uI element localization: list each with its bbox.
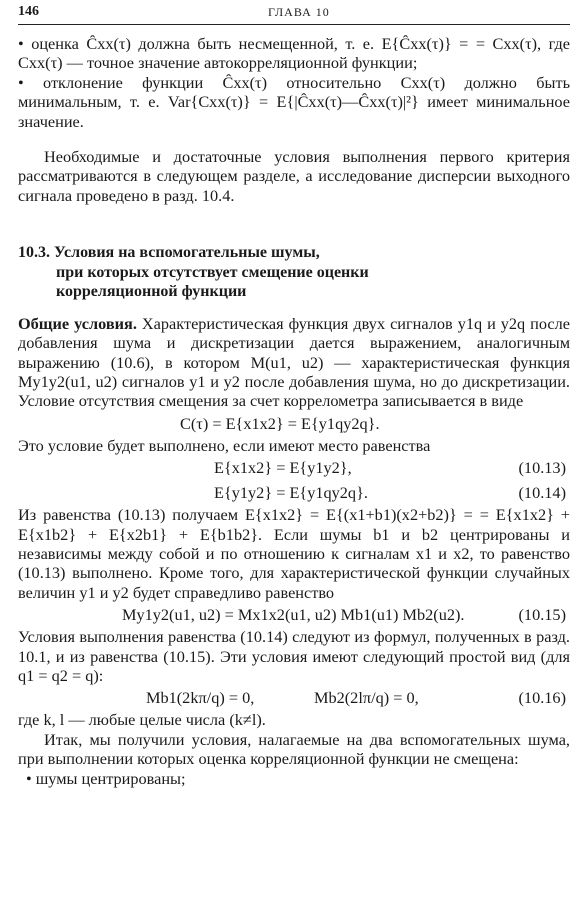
equation-c-tau-formula: C(τ) = E{x1x2} = E{y1qy2q}. <box>180 413 380 433</box>
bullet-unbiased: • оценка Ĉxx(τ) должна быть несмещенной, т. е. E{Ĉxx(τ)} = = Cxx(τ), где Cxx(τ) — точное значение автокорреляционной функции; <box>18 34 570 73</box>
equation-10-14-formula: E{y1y2} = E{y1qy2q}. <box>214 483 368 503</box>
equation-10-15 <box>18 602 570 627</box>
equation-10-13-number: (10.13) <box>518 458 566 478</box>
running-title: ГЛАВА 10 <box>268 5 330 19</box>
equation-10-15-number: (10.15) <box>518 605 566 625</box>
paragraph-condition: Это условие будет выполнено, если имеют место равенства <box>18 435 431 455</box>
paragraph-general-text: Характеристическая функция двух сигналов y1q и y2q после добавления шума и дискретизации дается выражением, аналогичным выражению (10.6), в котором M(u1, u2) — характеристическая функция My1y2(u1, u2) сигналов y1 и y2 после добавления шума, но до дискретизации. Условие отсутствия смещения за счет коррелометра записывается в виде <box>18 313 571 411</box>
section-title-line-1: Условия на вспомогательные шумы, <box>54 244 320 262</box>
equation-10-14 <box>18 480 570 505</box>
bullet-centered-noise: • шумы центрированы; <box>26 768 186 788</box>
paragraph-general-conditions <box>18 314 570 411</box>
equation-10-13-formula: E{x1x2} = E{y1y2}, <box>214 458 352 478</box>
section-title-line-2: при которых отсутствует смещение оценки <box>56 263 369 281</box>
equation-10-13 <box>18 455 570 480</box>
equation-10-16 <box>18 685 570 710</box>
paragraph-conditions-follow: Условия выполнения равенства (10.14) следуют из формул, полученных в разд. 10.1, и из равенства (10.15). Эти условия имеют следующий простой вид (для q1 = q2 = q): <box>18 627 570 686</box>
equation-10-14-number: (10.14) <box>518 483 566 503</box>
paragraph-from-equality: Из равенства (10.13) получаем E{x1x2} = E{(x1+b1)(x2+b2)} = = E{x1x2} + E{x1b2} + E{x2b1} + E{b1b2}. Если шумы b1 и b2 центрированы и независимы между собой и по отношению к сигналам x1 и x2, то равенство (10.13) выполнено. Кроме того, для характеристической функции случайных величин y1 и y2 будет справедливо равенство <box>18 505 570 602</box>
section-number: 10.3. <box>18 244 50 262</box>
page-number: 146 <box>18 4 39 19</box>
page-body <box>18 34 570 788</box>
equation-10-16-part-a: Mb1(2kπ/q) = 0, <box>146 688 255 708</box>
bullet-min-variance: • отклонение функции Ĉxx(τ) относительно Cxx(τ) должно быть минимальным, т. е. Var{Cxx(τ)} = E{|Ĉxx(τ)—Ĉxx(τ)|²} имеет минимальное значение. <box>18 72 570 131</box>
paragraph-where-k-l: где k, l — любые целые числа (k≠l). <box>18 710 266 730</box>
running-header <box>18 4 570 25</box>
section-heading <box>18 243 570 302</box>
equation-10-16-part-b: Mb2(2lπ/q) = 0, <box>314 688 419 708</box>
equation-c-tau <box>18 411 570 436</box>
equation-10-16-number: (10.16) <box>518 688 566 708</box>
equation-10-15-formula: My1y2(u1, u2) = Mx1x2(u1, u2) Mb1(u1) Mb2(u2). <box>122 605 465 625</box>
section-title-line-3: корреляционной функции <box>56 283 247 301</box>
lead-in: Общие условия. <box>18 313 137 333</box>
paragraph-conclusion: Итак, мы получили условия, налагаемые на два вспомогательных шума, при выполнении которых оценка корреляционной функции не смещена: <box>18 729 570 769</box>
paragraph-criteria: Необходимые и достаточные условия выполнения первого критерия рассматриваются в следующем разделе, а исследование дисперсии выходного сигнала проведено в разд. 10.4. <box>18 147 570 205</box>
